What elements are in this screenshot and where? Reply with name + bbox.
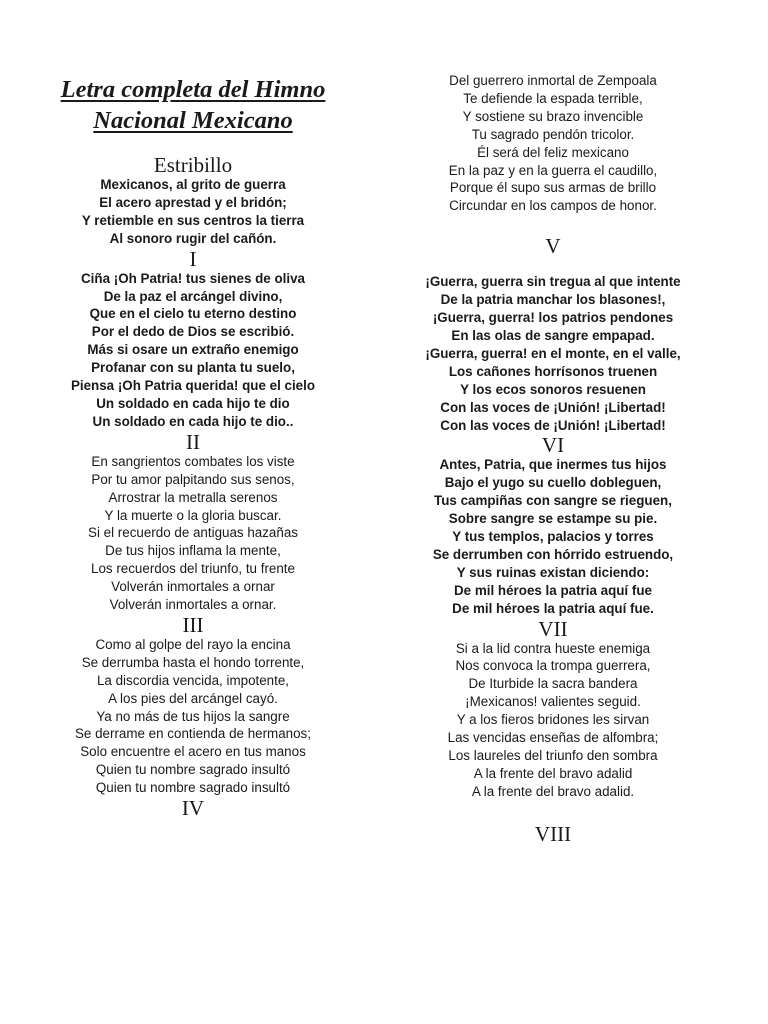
verse-line: En sangrientos combates los viste: [91, 453, 295, 469]
verse-line: Solo encuentre el acero en tus manos: [80, 744, 306, 760]
verse-line: Ciña ¡Oh Patria! tus sienes de oliva: [81, 270, 305, 286]
verse-line: ¡Guerra, guerra sin tregua al que intente: [425, 274, 681, 290]
verse-line: Tu sagrado pendón tricolor.: [471, 126, 635, 142]
verse-line: Antes, Patria, que inermes tus hijos: [439, 457, 667, 473]
verse-line: ¡Guerra, guerra! en el monte, en el valle,: [425, 345, 681, 361]
verse-line: Si el recuerdo de antiguas hazañas: [88, 525, 298, 541]
heading-stanza-viii: VIII: [534, 821, 572, 846]
verse-line: Y los ecos sonoros resuenen: [460, 381, 646, 397]
verse-line: Quien tu nombre sagrado insultó: [95, 780, 291, 796]
verse-line: El acero aprestad y el bridón;: [99, 194, 287, 210]
verse-line: Con las voces de ¡Unión! ¡Libertad!: [440, 399, 666, 415]
verse-line: Nos convoca la trompa guerrera,: [455, 658, 651, 674]
verse-line: Te defiende la espada terrible,: [463, 90, 643, 106]
heading-stanza-ii: II: [186, 429, 200, 454]
verse-line: Mexicanos, al grito de guerra: [100, 177, 286, 192]
verse-line: Los laureles del triunfo den sombra: [448, 748, 658, 763]
verse-line: Que en el cielo tu eterno destino: [89, 306, 297, 322]
verse-line: Los cañones horrísonos truenen: [448, 363, 658, 379]
heading-stanza-i: I: [189, 246, 197, 271]
verse-line: Si a la lid contra hueste enemiga: [455, 640, 651, 656]
stanza-vii: [392, 640, 714, 801]
verse-line: De tus hijos inflama la mente,: [105, 543, 281, 559]
verse-line: Y sostiene su brazo invencible: [462, 108, 644, 124]
stanza-estribillo: [32, 176, 354, 248]
verse-line: Un soldado en cada hijo te dio: [96, 395, 290, 411]
verse-line: Porque él supo sus armas de brillo: [449, 180, 657, 196]
heading-stanza-iv: IV: [181, 796, 205, 821]
verse-line: Piensa ¡Oh Patria querida! que el cielo: [70, 378, 316, 394]
verse-line: A la frente del bravo adalid.: [471, 783, 635, 799]
stanza-iv: [392, 72, 714, 215]
heading-stanza-vii: VII: [538, 616, 568, 641]
verse-line: En la paz y en la guerra el caudillo,: [448, 162, 658, 178]
verse-line: Y sus ruinas existan diciendo:: [456, 564, 650, 580]
left-column: [32, 74, 354, 819]
stanza-ii: [32, 453, 354, 614]
verse-line: Y la muerte o la gloria buscar.: [104, 507, 282, 523]
verse-line: Profanar con su planta tu suelo,: [91, 360, 295, 376]
stanza-iii: [32, 636, 354, 797]
verse-line: La discordia vencida, impotente,: [96, 672, 290, 688]
verse-line: Se derrumba hasta el hondo torrente,: [81, 654, 305, 670]
verse-line: Y a los fieros bridones les sirvan: [456, 712, 650, 728]
stanza-v: [392, 273, 714, 434]
verse-line: Él será del feliz mexicano: [477, 144, 629, 160]
heading-stanza-vi: VI: [541, 433, 565, 458]
stanza-vi: [392, 456, 714, 617]
stanza-i: [32, 270, 354, 431]
verse-line: Al sonoro rugir del cañón.: [109, 230, 277, 246]
verse-line: De Iturbide la sacra bandera: [468, 676, 638, 692]
verse-line: Ya no más de tus hijos la sangre: [96, 708, 290, 724]
verse-line: Volverán inmortales a ornar: [111, 579, 275, 595]
verse-line: En las olas de sangre empapad.: [451, 327, 655, 343]
verse-line: ¡Mexicanos! valientes seguid.: [465, 694, 641, 710]
verse-line: De mil héroes la patria aquí fue.: [452, 600, 654, 616]
verse-line: Quien tu nombre sagrado insultó: [95, 762, 291, 778]
verse-line: Más si osare un extraño enemigo: [87, 342, 299, 358]
verse-line: Con las voces de ¡Unión! ¡Libertad!: [440, 417, 666, 433]
verse-line: Por tu amor palpitando sus senos,: [91, 471, 295, 487]
verse-line: Circundar en los campos de honor.: [449, 198, 657, 214]
verse-line: Bajo el yugo su cuello dobleguen,: [444, 475, 662, 491]
verse-line: Volverán inmortales a ornar.: [109, 597, 277, 613]
verse-line: De la paz el arcángel divino,: [103, 288, 283, 304]
verse-line: Se derrame en contienda de hermanos;: [75, 726, 311, 742]
heading-estribillo: Estribillo: [153, 153, 233, 177]
verse-line: De mil héroes la patria aquí fue: [454, 582, 652, 598]
verse-line: Se derrumben con hórrido estruendo,: [432, 546, 674, 562]
verse-line: Por el dedo de Dios se escribió.: [91, 324, 295, 340]
verse-line: Como al golpe del rayo la encina: [95, 636, 291, 652]
verse-line: ¡Guerra, guerra! los patrios pendones: [432, 310, 674, 326]
verse-line: Un soldado en cada hijo te dio..: [92, 413, 294, 429]
verse-line: Tus campiñas con sangre se rieguen,: [434, 493, 672, 509]
verse-line: Y tus templos, palacios y torres: [452, 529, 654, 545]
document-title: Letra completa del Himno Nacional Mexicano: [60, 76, 326, 134]
verse-line: Las vencidas enseñas de alfombra;: [447, 730, 659, 746]
heading-stanza-iii: III: [182, 612, 204, 637]
verse-line: A la frente del bravo adalid: [473, 765, 633, 781]
verse-line: Del guerrero inmortal de Zempoala: [449, 73, 657, 88]
heading-stanza-v: V: [545, 234, 561, 259]
right-column: [392, 72, 714, 845]
verse-line: Y retiemble en sus centros la tierra: [81, 212, 305, 228]
verse-line: Sobre sangre se estampe su pie.: [448, 511, 658, 527]
verse-line: De la patria manchar los blasones!,: [440, 292, 666, 308]
verse-line: Arrostrar la metralla serenos: [108, 489, 278, 505]
verse-line: A los pies del arcángel cayó.: [108, 690, 278, 706]
verse-line: Los recuerdos del triunfo, tu frente: [91, 561, 295, 577]
